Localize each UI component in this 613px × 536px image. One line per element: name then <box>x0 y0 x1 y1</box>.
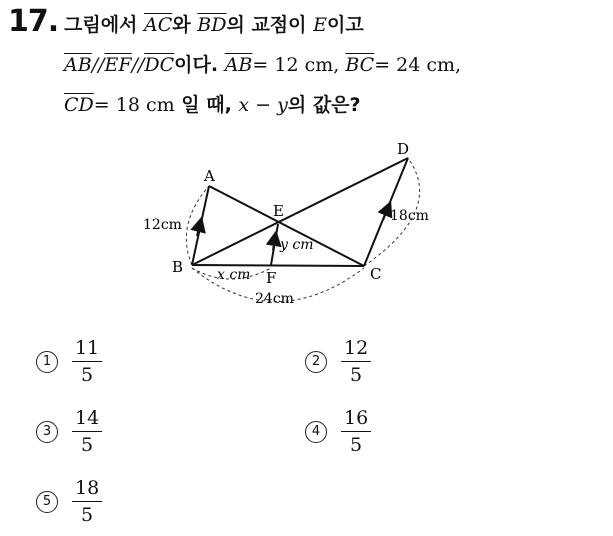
segment-dc: $\overline{DC}$ <box>144 54 175 76</box>
numerator: 14 <box>72 407 102 432</box>
label-d: D <box>397 140 410 158</box>
point-e: E <box>313 14 328 36</box>
segment-bc-line <box>192 265 364 266</box>
numerator: 16 <box>341 407 371 432</box>
denominator: 5 <box>81 504 94 526</box>
segment-ef: $\overline{EF}$ <box>104 54 132 76</box>
label-a: A <box>204 167 215 185</box>
denominator: 5 <box>81 434 94 456</box>
length-cd: 18cm <box>390 208 429 224</box>
text: 의 값은? <box>287 94 361 116</box>
denominator: 5 <box>350 434 363 456</box>
parallel-sign: // <box>131 54 145 76</box>
length-ab: 12cm <box>143 217 182 233</box>
length-bc: 24cm <box>255 291 294 307</box>
segment-ac-line <box>209 186 364 266</box>
fraction <box>341 337 371 386</box>
segment-ab: $\overline{AB}$ <box>64 54 92 76</box>
comma: , <box>455 54 462 76</box>
label-e: E <box>273 202 284 220</box>
label-c: C <box>370 265 382 283</box>
choice-1[interactable] <box>36 337 102 386</box>
label-f: F <box>266 269 277 287</box>
question-number: 17. <box>8 4 59 39</box>
choice-3[interactable] <box>36 407 102 456</box>
value-ab: = 12 cm <box>252 54 334 76</box>
choice-marker: 5 <box>36 491 58 513</box>
value-cd: = 18 cm <box>93 94 175 116</box>
text: 이다. <box>174 54 225 76</box>
text: 일 때, <box>174 94 239 116</box>
question-line-3 <box>64 90 361 117</box>
fraction <box>72 337 102 386</box>
fraction <box>341 407 371 456</box>
segment-ac: $\overline{AC}$ <box>144 14 173 36</box>
segment-ab: $\overline{AB}$ <box>224 54 253 76</box>
expression: x − y <box>238 94 288 116</box>
choice-2[interactable] <box>305 337 371 386</box>
fraction <box>72 477 102 526</box>
segment-bd: $\overline{BD}$ <box>197 14 227 36</box>
choice-marker: 3 <box>36 421 58 443</box>
segment-cd: $\overline{CD}$ <box>64 94 94 116</box>
denominator: 5 <box>81 364 94 386</box>
question-line-1 <box>64 10 364 37</box>
denominator: 5 <box>350 364 363 386</box>
label-b: B <box>172 258 184 276</box>
choice-marker: 2 <box>305 351 327 373</box>
choice-marker: 1 <box>36 351 58 373</box>
geometry-figure <box>120 130 450 315</box>
length-bf: x cm <box>217 267 251 283</box>
comma: , <box>333 54 346 76</box>
numerator: 18 <box>72 477 102 502</box>
text: 이고 <box>327 14 364 36</box>
text: 의 교점이 <box>226 14 314 36</box>
length-ef: y cm <box>280 237 314 253</box>
segment-bc: $\overline{BC}$ <box>345 54 375 76</box>
value-bc: = 24 cm <box>374 54 456 76</box>
parallel-arrow-dc <box>383 208 388 220</box>
choice-marker: 4 <box>305 421 327 443</box>
question-line-2 <box>64 50 461 77</box>
text: 와 <box>172 14 198 36</box>
choice-5[interactable] <box>36 477 102 526</box>
fraction <box>72 407 102 456</box>
choice-4[interactable] <box>305 407 371 456</box>
numerator: 11 <box>72 337 102 362</box>
text: 그림에서 <box>64 14 145 36</box>
numerator: 12 <box>341 337 371 362</box>
parallel-sign: // <box>91 54 105 76</box>
